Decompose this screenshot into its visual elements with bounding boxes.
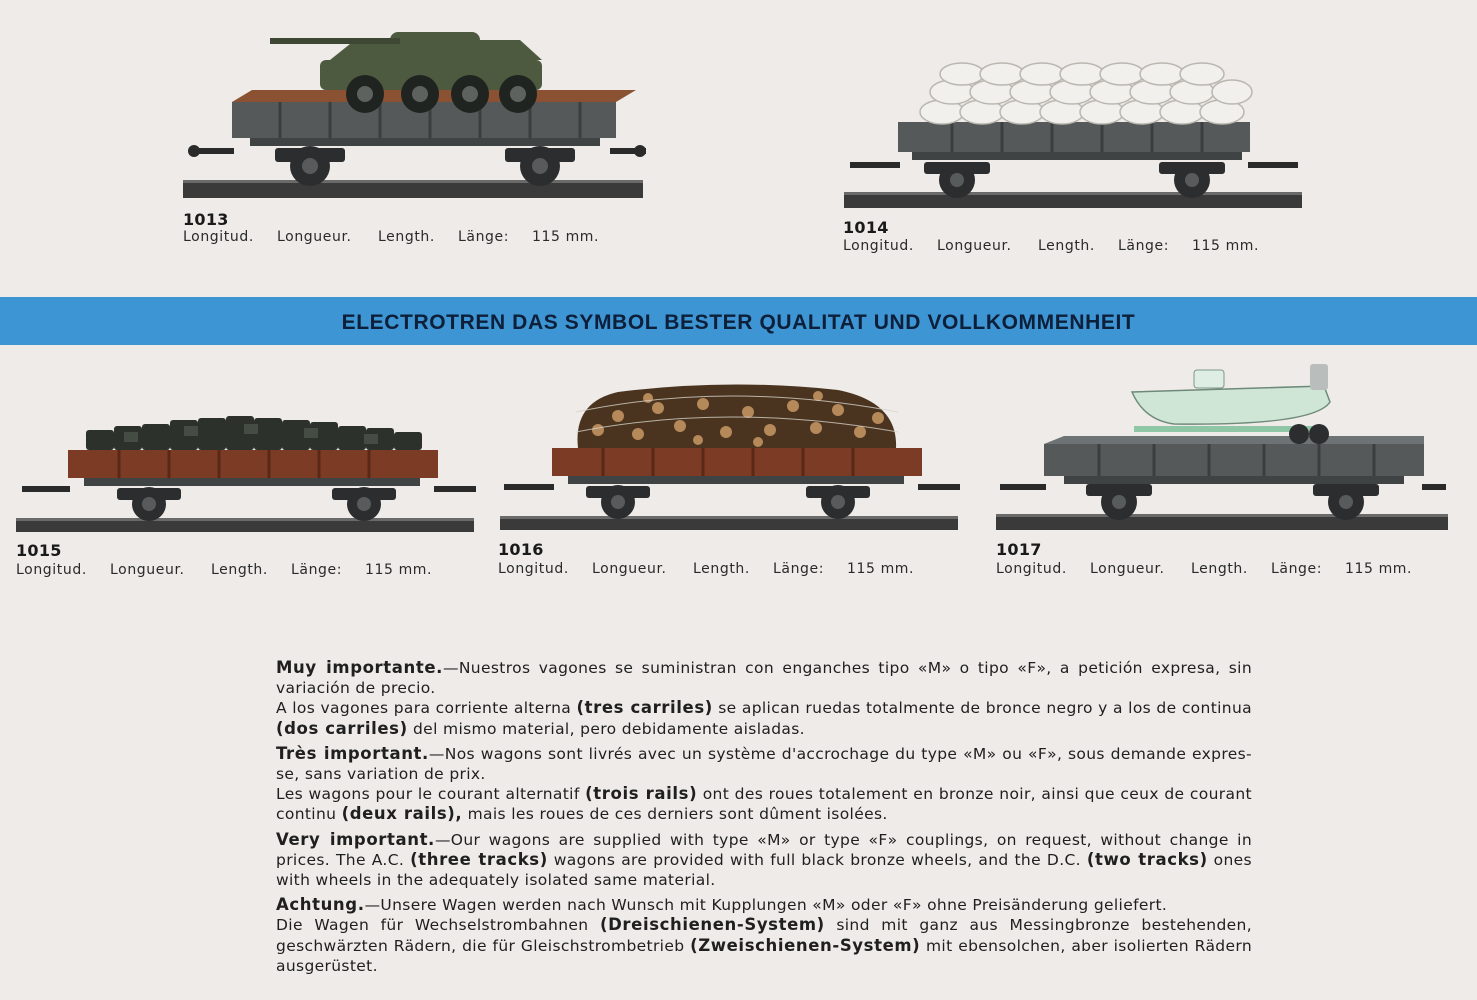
- note-es-text: —Nuestros vagones se suministran con enganches tipo «M» o tipo «F», a petición expresa, sin variación de precio.: [276, 659, 1252, 698]
- product-code: 1017: [996, 540, 1042, 559]
- note-de-bold: (Dreischienen-System): [599, 915, 825, 935]
- length-label-es: Longitud.: [498, 561, 569, 577]
- note-de-1: [276, 895, 1252, 915]
- length-label-fr: Longueur.: [277, 229, 352, 245]
- wagon-1015-image: [14, 410, 476, 534]
- note-en-bold: (two tracks): [1086, 849, 1208, 869]
- note-en-text: wagons are provided with full black bronze wheels, and the D.C.: [547, 850, 1087, 869]
- note-es-text: se aplican ruedas totalmente de bronce negro y a los de continua: [712, 699, 1252, 718]
- note-de-heading: Achtung.: [276, 895, 365, 915]
- length-value: 115 mm.: [847, 561, 915, 577]
- length-spec: [183, 229, 599, 245]
- note-en-text: ones with wheels in the adequately isolated same material.: [276, 850, 1252, 890]
- length-label-en: Length.: [378, 229, 435, 245]
- length-label-de: Länge:: [291, 562, 343, 578]
- note-fr-bold: (deux rails),: [341, 804, 463, 824]
- slogan-text: ELECTROTREN DAS SYMBOL BESTER QUALITAT UND VOLLKOMMENHEIT: [341, 311, 1136, 334]
- note-fr-text: ont des roues totalement en bronze noir, ainsi que ceux de courant continu: [276, 785, 1252, 824]
- slogan-banner: [0, 297, 1477, 345]
- product-code: 1015: [16, 541, 62, 560]
- length-label-en: Length.: [1191, 561, 1248, 577]
- wagon-1016-image: [498, 382, 960, 532]
- note-fr-text: —Nos wagons sont livrés avec un système d'accrochage du type «M» ou «F», sous demande expres-se, sans variation de prix.: [276, 744, 1252, 784]
- length-spec: [498, 561, 914, 577]
- note-fr-bold: (trois rails): [585, 784, 698, 804]
- length-value: 115 mm.: [365, 562, 433, 578]
- note-de-2: [276, 915, 1252, 976]
- note-de-text: —Unsere Wagen werden nach Wunsch mit Kupplungen «M» oder «F» ohne Preisänderung geliefert.: [364, 896, 1168, 915]
- note-de-text: Die Wagen für Wechselstrombahnen: [276, 916, 600, 935]
- note-es-bold: (tres carriles): [576, 698, 713, 718]
- length-label-de: Länge:: [1271, 561, 1323, 577]
- length-label-fr: Longueur.: [592, 561, 667, 577]
- length-value: 115 mm.: [1345, 561, 1413, 577]
- note-fr-2: [276, 784, 1252, 824]
- note-en: [276, 830, 1252, 891]
- length-value: 115 mm.: [532, 229, 600, 245]
- note-de-bold: (Zweischienen-System): [690, 935, 921, 955]
- note-es-bold: (dos carriles): [276, 718, 408, 738]
- wagon-1017-image: [994, 362, 1450, 532]
- note-fr-heading: Très important.: [276, 743, 429, 763]
- wagon-1013-image: [180, 32, 646, 204]
- note-de-text: mit ebensolchen, aber isolierten Rädern ausgerüstet.: [276, 936, 1252, 975]
- length-label-fr: Longueur.: [937, 238, 1012, 254]
- note-en-bold: (three tracks): [410, 849, 548, 869]
- length-label-es: Longitud.: [183, 229, 254, 245]
- length-label-en: Length.: [1038, 238, 1095, 254]
- note-en-text: —Our wagons are supplied with type «M» or type «F» couplings, on request, without change in prices. The A.C.: [276, 830, 1252, 869]
- length-label-fr: Longueur.: [110, 562, 185, 578]
- note-fr-1: [276, 744, 1252, 784]
- note-de-text: sind mit ganz aus Messingbronze bestehenden, geschwärzten Rädern, die für Gleischstrombetrieb: [276, 916, 1252, 955]
- length-spec: [16, 562, 432, 578]
- length-value: 115 mm.: [1192, 238, 1260, 254]
- length-label-en: Length.: [693, 561, 750, 577]
- product-code: 1014: [843, 218, 889, 237]
- product-code: 1016: [498, 540, 544, 559]
- length-label-de: Länge:: [458, 229, 510, 245]
- length-spec: [843, 238, 1259, 254]
- length-label-fr: Longueur.: [1090, 561, 1165, 577]
- note-en-heading: Very important.: [276, 829, 435, 849]
- length-label-de: Länge:: [1118, 238, 1170, 254]
- length-spec: [996, 561, 1412, 577]
- length-label-de: Länge:: [773, 561, 825, 577]
- note-fr-text: Les wagons pour le courant alternatif: [276, 785, 586, 804]
- note-fr-text: mais les roues de ces derniers sont dûment isolées.: [462, 805, 888, 824]
- length-label-en: Length.: [211, 562, 268, 578]
- length-label-es: Longitud.: [996, 561, 1067, 577]
- note-es-text: A los vagones para corriente alterna: [276, 699, 577, 718]
- note-es-2: [276, 698, 1252, 738]
- important-notes: [276, 658, 1252, 981]
- product-code: 1013: [183, 210, 229, 229]
- wagon-1014-image: [842, 62, 1304, 212]
- note-es-text: del mismo material, pero debidamente aisladas.: [407, 719, 805, 738]
- length-label-es: Longitud.: [843, 238, 914, 254]
- note-es-1: [276, 658, 1252, 698]
- note-es-heading: Muy importante.: [276, 658, 444, 677]
- length-label-es: Longitud.: [16, 562, 87, 578]
